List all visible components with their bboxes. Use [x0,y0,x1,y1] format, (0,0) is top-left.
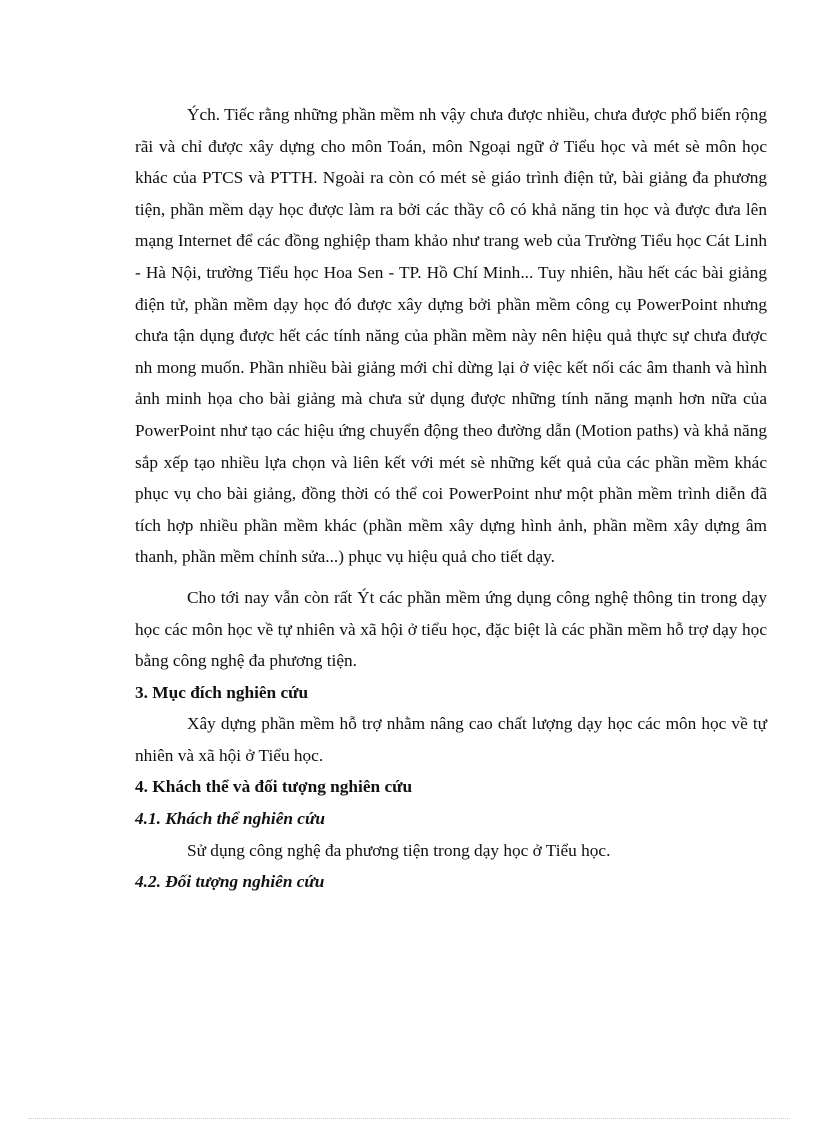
page-bottom-divider [28,1118,790,1119]
section-heading-4: 4. Khách thể và đối tượng nghiên cứu [135,777,413,797]
body-paragraph-4-1: Sử dụng công nghệ đa phương tiện trong dạy học ở Tiểu học. [187,840,611,860]
subsection-heading-4-1: 4.1. Khách thể nghiên cứu [135,809,325,829]
document-body [135,99,767,898]
body-paragraph-3: Xây dựng phần mềm hỗ trợ nhằm nâng cao chất lượng dạy học các môn học về tự nhiên và xã hội ở Tiểu học. [135,714,767,765]
section-heading-3: 3. Mục đích nghiên cứu [135,682,309,702]
body-paragraph-2: Cho tới nay vẫn còn rất Ýt các phần mềm ứng dụng công nghệ thông tin trong dạy học các môn học về tự nhiên và xã hội ở tiểu học, đặc biệt là các phần mềm hỗ trợ dạy học bằng công nghệ đa phương tiện. [135,587,767,671]
body-paragraph-1: Ých. Tiếc rằng những phần mềm nh vậy chưa được nhiều, chưa được phổ biến rộng rãi và chỉ được xây dựng cho môn Toán, môn Ngoại ngữ ở Tiểu học và mét sè môn học khác của PTCS và PTTH. Ngoài ra còn có mét sè giáo trình điện tử, bài giảng đa phương tiện, phần mềm dạy học được làm ra bởi các thầy cô có khả năng tin học và được đưa lên mạng Internet để các đồng nghiệp tham khảo như trang web của Trường Tiểu học Cát Linh - Hà Nội, trường Tiểu học Hoa Sen - TP. Hồ Chí Minh... Tuy nhiên, hầu hết các bài giảng điện tử, phần mềm dạy học đó được xây dựng bởi phần mềm công cụ PowerPoint nhưng chưa tận dụng được hết các tính năng của phần mềm này nên hiệu quả thực sự chưa được nh mong muốn. Phần nhiều bài giảng mới chỉ dừng lại ở việc kết nối các âm thanh và hình ảnh minh họa cho bài giảng mà chưa sử dụng được những tính năng mạnh hơn nữa của PowerPoint như tạo các hiệu ứng chuyển động theo đường dẫn (Motion paths) và khả năng sắp xếp tạo nhiều lựa chọn và liên kết với mét sè những kết quả của các phần mềm khác phục vụ cho bài giảng, đồng thời có thể coi PowerPoint như một phần mềm trình diễn đã tích hợp nhiều phần mềm khác (phần mềm xây dựng hình ảnh, phần mềm xây dựng âm thanh, phần mềm chỉnh sửa...) phục vụ hiệu quả cho tiết dạy. [135,105,767,567]
subsection-heading-4-2: 4.2. Đối tượng nghiên cứu [135,872,325,892]
